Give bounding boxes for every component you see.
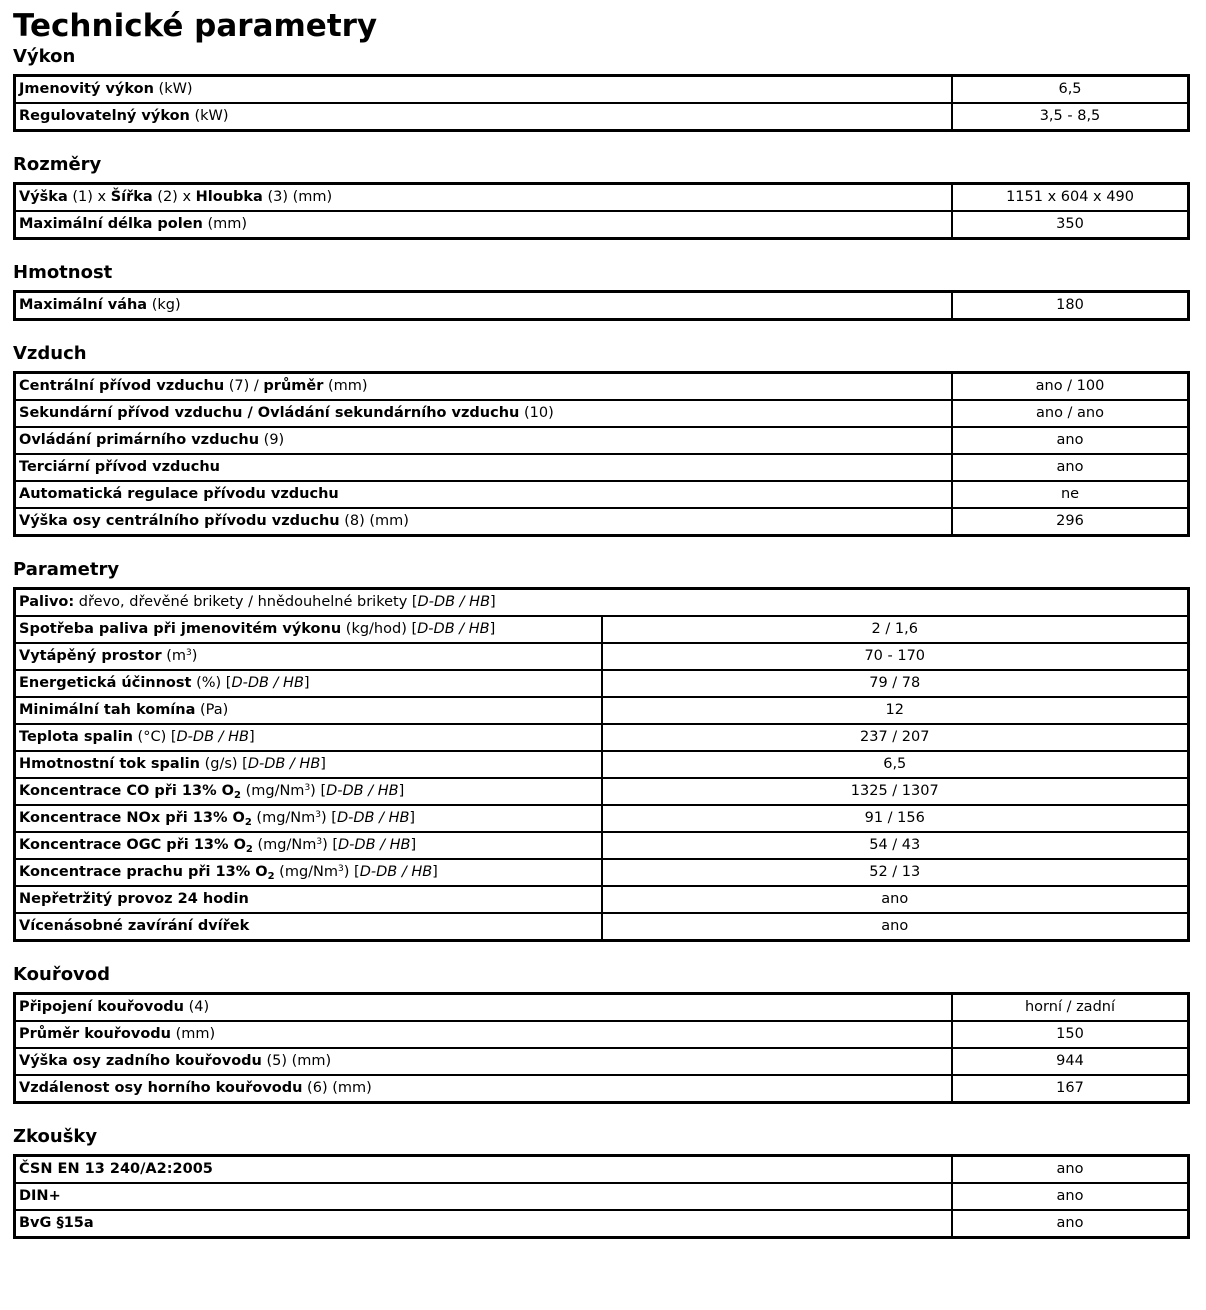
label-segment: Koncentrace NOx při 13% O bbox=[19, 810, 245, 826]
parameter-label bbox=[15, 805, 602, 832]
parameter-label bbox=[15, 616, 602, 643]
spec-table-vykon bbox=[13, 74, 1190, 132]
label-segment: (1) x bbox=[67, 189, 111, 205]
label-segment: Nepřetržitý provoz 24 hodin bbox=[19, 891, 249, 907]
parameter-value: ano / ano bbox=[952, 400, 1189, 427]
section-zkousky bbox=[13, 1126, 1190, 1239]
label-segment: průměr bbox=[263, 378, 324, 394]
label-segment: (7) / bbox=[224, 378, 264, 394]
parameter-label bbox=[15, 481, 953, 508]
label-segment: Maximální délka polen bbox=[19, 216, 203, 232]
label-segment: D-DB / HB bbox=[417, 621, 490, 637]
label-segment: (kW) bbox=[189, 108, 229, 124]
parameter-label bbox=[15, 292, 953, 320]
table-row bbox=[15, 76, 1189, 104]
label-segment: dřevo, dřevěné brikety / hnědouhelné brikety [ bbox=[74, 594, 418, 610]
table-row bbox=[15, 589, 1189, 617]
table-row bbox=[15, 670, 1189, 697]
table-row bbox=[15, 184, 1189, 212]
parameter-label bbox=[15, 1075, 953, 1103]
label-segment: DIN+ bbox=[19, 1188, 61, 1204]
label-segment: (8) (mm) bbox=[339, 513, 409, 529]
label-segment: ] bbox=[410, 837, 417, 853]
parameter-value: 12 bbox=[602, 697, 1189, 724]
parameter-label bbox=[15, 670, 602, 697]
parameter-label bbox=[15, 1021, 953, 1048]
table-row bbox=[15, 373, 1189, 401]
label-segment: Koncentrace OGC při 13% O bbox=[19, 837, 246, 853]
label-segment: 3 bbox=[338, 864, 344, 874]
label-segment: Hloubka bbox=[195, 189, 263, 205]
label-segment: Vzdálenost osy horního kouřovodu bbox=[19, 1080, 303, 1096]
table-row bbox=[15, 886, 1189, 913]
table-row bbox=[15, 913, 1189, 941]
label-segment: Spotřeba paliva při jmenovitém výkonu bbox=[19, 621, 342, 637]
label-segment: Sekundární přívod vzduchu / Ovládání sekundárního vzduchu bbox=[19, 405, 520, 421]
label-segment: Terciární přívod vzduchu bbox=[19, 459, 220, 475]
parameter-value: ano / 100 bbox=[952, 373, 1189, 401]
section-heading: Parametry bbox=[13, 559, 120, 580]
spec-table-hmotnost bbox=[13, 290, 1190, 321]
parameter-label bbox=[15, 589, 1189, 617]
section-rozmery bbox=[13, 154, 1190, 240]
label-segment: Ovládání primárního vzduchu bbox=[19, 432, 260, 448]
table-row bbox=[15, 454, 1189, 481]
label-segment: D-DB / HB bbox=[338, 837, 411, 853]
label-segment: ] bbox=[489, 621, 496, 637]
parameter-value: ano bbox=[602, 886, 1189, 913]
label-segment: (Pa) bbox=[195, 702, 229, 718]
section-heading: Výkon bbox=[13, 46, 76, 67]
label-segment: (5) (mm) bbox=[261, 1053, 332, 1069]
label-segment: Výška osy centrálního přívodu vzduchu bbox=[19, 513, 340, 529]
spec-table-parametry bbox=[13, 587, 1190, 942]
parameter-label bbox=[15, 184, 953, 212]
parameter-value: 944 bbox=[952, 1048, 1189, 1075]
label-segment: (4) bbox=[184, 999, 210, 1015]
parameter-value: 350 bbox=[952, 211, 1189, 239]
parameter-label bbox=[15, 643, 602, 670]
parameter-label bbox=[15, 832, 602, 859]
table-row bbox=[15, 427, 1189, 454]
table-row bbox=[15, 859, 1189, 886]
label-segment: ) [ bbox=[310, 783, 327, 799]
label-segment: Vytápěný prostor bbox=[19, 648, 162, 664]
section-vykon bbox=[13, 46, 1190, 132]
label-segment: 3 bbox=[186, 648, 192, 658]
label-segment: ] bbox=[432, 864, 438, 880]
parameter-label bbox=[15, 373, 953, 401]
table-row bbox=[15, 481, 1189, 508]
parameter-label bbox=[15, 1183, 953, 1210]
section-vzduch bbox=[13, 343, 1190, 537]
spec-sections bbox=[13, 46, 1190, 1239]
table-row bbox=[15, 751, 1189, 778]
parameter-value: 6,5 bbox=[602, 751, 1189, 778]
label-segment: Energetická účinnost bbox=[19, 675, 192, 691]
label-segment: Vícenásobné zavírání dvířek bbox=[19, 918, 250, 934]
parameter-value: 1325 / 1307 bbox=[602, 778, 1189, 805]
parameter-value: horní / zadní bbox=[952, 994, 1189, 1022]
table-row bbox=[15, 508, 1189, 536]
parameter-value: 167 bbox=[952, 1075, 1189, 1103]
parameter-label bbox=[15, 454, 953, 481]
parameter-value: ne bbox=[952, 481, 1189, 508]
label-segment: (kW) bbox=[153, 81, 193, 97]
label-segment: D-DB / HB bbox=[176, 729, 249, 745]
label-segment: (mg/Nm bbox=[274, 864, 339, 880]
table-row bbox=[15, 103, 1189, 131]
label-segment: 2 bbox=[245, 844, 253, 855]
label-segment: Výška bbox=[19, 189, 68, 205]
label-segment: Výška osy zadního kouřovodu bbox=[19, 1053, 262, 1069]
label-segment: (kg/hod) [ bbox=[341, 621, 418, 637]
label-segment: (2) x bbox=[152, 189, 196, 205]
parameter-value: 6,5 bbox=[952, 76, 1189, 104]
table-row bbox=[15, 832, 1189, 859]
parameter-value: 3,5 - 8,5 bbox=[952, 103, 1189, 131]
label-segment: ] bbox=[320, 756, 326, 772]
parameter-label bbox=[15, 400, 953, 427]
table-row bbox=[15, 1210, 1189, 1238]
label-segment: Jmenovitý výkon bbox=[19, 81, 154, 97]
parameter-value: ano bbox=[952, 1210, 1189, 1238]
label-segment: (kg) bbox=[147, 297, 181, 313]
parameter-value: ano bbox=[952, 454, 1189, 481]
label-segment: ) [ bbox=[322, 837, 339, 853]
label-segment: (°C) [ bbox=[132, 729, 177, 745]
parameter-value: 91 / 156 bbox=[602, 805, 1189, 832]
label-segment: (mm) bbox=[202, 216, 248, 232]
label-segment: D-DB / HB bbox=[359, 864, 433, 880]
parameter-label bbox=[15, 913, 602, 941]
table-row bbox=[15, 724, 1189, 751]
section-heading: Zkoušky bbox=[13, 1126, 98, 1147]
label-segment: Koncentrace prachu při 13% O bbox=[19, 864, 268, 880]
parameter-value: 52 / 13 bbox=[602, 859, 1189, 886]
label-segment: Centrální přívod vzduchu bbox=[19, 378, 225, 394]
table-row bbox=[15, 1075, 1189, 1103]
label-segment: 2 bbox=[234, 790, 241, 801]
label-segment: ] bbox=[490, 594, 496, 610]
label-segment: Hmotnostní tok spalin bbox=[19, 756, 200, 772]
label-segment: Průměr kouřovodu bbox=[19, 1026, 172, 1042]
label-segment: D-DB / HB bbox=[326, 783, 399, 799]
section-heading: Hmotnost bbox=[13, 262, 113, 283]
parameter-value: 70 - 170 bbox=[602, 643, 1189, 670]
parameter-value: ano bbox=[952, 1156, 1189, 1184]
parameter-label bbox=[15, 751, 602, 778]
parameter-label bbox=[15, 859, 602, 886]
label-segment: 2 bbox=[267, 871, 275, 882]
section-heading: Kouřovod bbox=[13, 964, 111, 985]
parameter-label bbox=[15, 778, 602, 805]
parameter-value: 150 bbox=[952, 1021, 1189, 1048]
parameter-label bbox=[15, 211, 953, 239]
label-segment: (m bbox=[161, 648, 186, 664]
label-segment: (mm) bbox=[323, 378, 368, 394]
parameter-label bbox=[15, 1156, 953, 1184]
table-row bbox=[15, 1183, 1189, 1210]
spec-table-zkousky bbox=[13, 1154, 1190, 1239]
label-segment: (mg/Nm bbox=[251, 810, 316, 826]
label-segment: Teplota spalin bbox=[19, 729, 133, 745]
table-row bbox=[15, 211, 1189, 239]
parameter-label bbox=[15, 508, 953, 536]
spec-table-vzduch bbox=[13, 371, 1190, 537]
label-segment: Koncentrace CO při 13% O bbox=[19, 783, 235, 799]
parameter-value: 54 / 43 bbox=[602, 832, 1189, 859]
parameter-value: ano bbox=[602, 913, 1189, 941]
label-segment: Maximální váha bbox=[19, 297, 148, 313]
table-row bbox=[15, 643, 1189, 670]
table-row bbox=[15, 292, 1189, 320]
label-segment: (3) (mm) bbox=[262, 189, 333, 205]
label-segment: D-DB / HB bbox=[417, 594, 491, 610]
table-row bbox=[15, 1021, 1189, 1048]
parameter-label bbox=[15, 427, 953, 454]
parameter-label bbox=[15, 724, 602, 751]
label-segment: 3 bbox=[316, 837, 323, 847]
label-segment: ) bbox=[191, 648, 198, 664]
label-segment: 2 bbox=[244, 817, 252, 828]
label-segment: Palivo: bbox=[19, 594, 75, 610]
table-row bbox=[15, 1156, 1189, 1184]
parameter-label bbox=[15, 76, 953, 104]
parameter-value: 296 bbox=[952, 508, 1189, 536]
parameter-value: 2 / 1,6 bbox=[602, 616, 1189, 643]
parameter-value: 1151 x 604 x 490 bbox=[952, 184, 1189, 212]
label-segment: (9) bbox=[259, 432, 285, 448]
label-segment: D-DB / HB bbox=[247, 756, 321, 772]
label-segment: ] bbox=[398, 783, 405, 799]
section-parametry bbox=[13, 559, 1190, 942]
label-segment: D-DB / HB bbox=[231, 675, 304, 691]
spec-table-rozmery bbox=[13, 182, 1190, 240]
label-segment: (10) bbox=[519, 405, 554, 421]
label-segment: D-DB / HB bbox=[336, 810, 410, 826]
parameter-value: 180 bbox=[952, 292, 1189, 320]
label-segment: Šířka bbox=[110, 189, 153, 205]
parameter-value: ano bbox=[952, 427, 1189, 454]
parameter-value: 237 / 207 bbox=[602, 724, 1189, 751]
parameter-label bbox=[15, 1048, 953, 1075]
table-row bbox=[15, 616, 1189, 643]
label-segment: ČSN EN 13 240/A2:2005 bbox=[19, 1161, 213, 1177]
label-segment: ) [ bbox=[321, 810, 337, 826]
label-segment: (mg/Nm bbox=[252, 837, 317, 853]
label-segment: BvG §15a bbox=[19, 1215, 94, 1231]
section-kourovod bbox=[13, 964, 1190, 1104]
label-segment: ] bbox=[248, 729, 255, 745]
table-row bbox=[15, 697, 1189, 724]
label-segment: Regulovatelný výkon bbox=[19, 108, 190, 124]
page-title: Technické parametry bbox=[13, 8, 378, 44]
parameter-value: 79 / 78 bbox=[602, 670, 1189, 697]
parameter-label bbox=[15, 697, 602, 724]
label-segment: (g/s) [ bbox=[199, 756, 248, 772]
label-segment: (mg/Nm bbox=[240, 783, 305, 799]
table-row bbox=[15, 994, 1189, 1022]
parameter-value: ano bbox=[952, 1183, 1189, 1210]
table-row bbox=[15, 778, 1189, 805]
label-segment: Automatická regulace přívodu vzduchu bbox=[19, 486, 339, 502]
section-hmotnost bbox=[13, 262, 1190, 321]
label-segment: (%) [ bbox=[191, 675, 232, 691]
label-segment: ] bbox=[409, 810, 416, 826]
label-segment: (mm) bbox=[171, 1026, 216, 1042]
table-row bbox=[15, 1048, 1189, 1075]
section-heading: Rozměry bbox=[13, 154, 102, 175]
section-heading: Vzduch bbox=[13, 343, 87, 364]
parameter-label bbox=[15, 994, 953, 1022]
parameter-label bbox=[15, 103, 953, 131]
label-segment: Připojení kouřovodu bbox=[19, 999, 185, 1015]
label-segment: Minimální tah komína bbox=[19, 702, 196, 718]
spec-table-kourovod bbox=[13, 992, 1190, 1104]
label-segment: ) [ bbox=[343, 864, 360, 880]
label-segment: ] bbox=[303, 675, 310, 691]
label-segment: (6) (mm) bbox=[302, 1080, 372, 1096]
table-row bbox=[15, 805, 1189, 832]
parameter-label bbox=[15, 886, 602, 913]
parameter-label bbox=[15, 1210, 953, 1238]
spec-page bbox=[13, 0, 1190, 1261]
label-segment: 3 bbox=[315, 810, 322, 820]
table-row bbox=[15, 400, 1189, 427]
label-segment: 3 bbox=[304, 783, 311, 793]
